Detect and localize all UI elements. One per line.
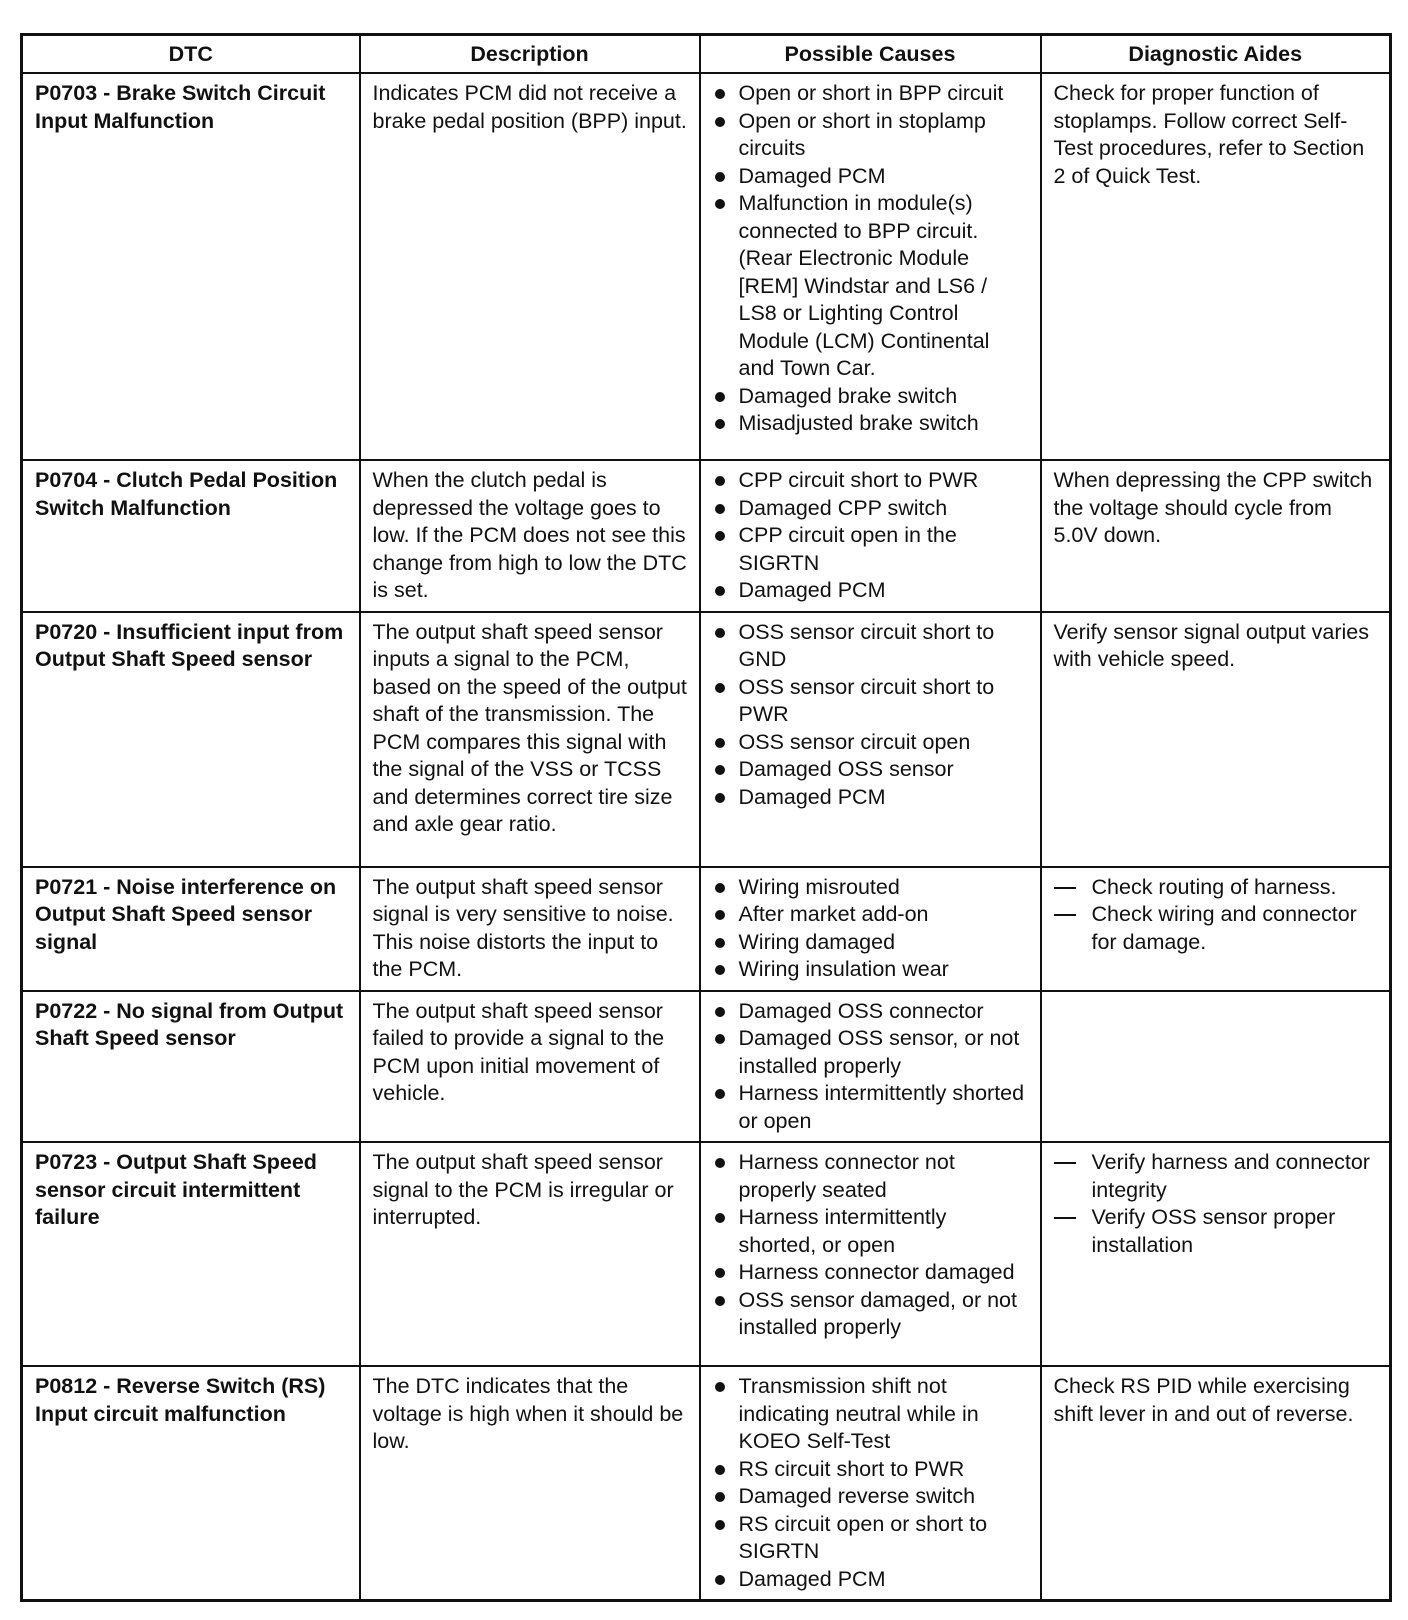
diagnostic-aides-cell: Check for proper function of stoplamps. Follow correct Self-Test procedures, refer to Section 2 of Quick Test. <box>1041 73 1391 460</box>
cause-item: Damaged PCM <box>713 163 1030 191</box>
header-dtc: DTC <box>22 35 360 74</box>
cause-item: RS circuit open or short to SIGRTN <box>713 1511 1030 1566</box>
cause-item: Wiring damaged <box>713 929 1030 957</box>
causes-cell <box>700 612 1041 867</box>
cause-item: Misadjusted brake switch <box>713 410 1030 438</box>
description-cell: When the clutch pedal is depressed the voltage goes to low. If the PCM does not see this change from high to low the DTC is set. <box>360 460 700 612</box>
diagnostic-aides-cell <box>1041 1142 1391 1366</box>
causes-list <box>713 619 1030 812</box>
description-cell: The output shaft speed sensor inputs a signal to the PCM, based on the speed of the output shaft of the transmission. The PCM compares this signal with the signal of the VSS or TCSS and determines correct tire size and axle gear ratio. <box>360 612 700 867</box>
cause-item: Transmission shift not indicating neutral while in KOEO Self-Test <box>713 1373 1030 1456</box>
description-cell: The output shaft speed sensor signal to the PCM is irregular or interrupted. <box>360 1142 700 1366</box>
dtc-code-cell: P0812 - Reverse Switch (RS) Input circuit malfunction <box>22 1366 360 1601</box>
description-cell: The output shaft speed sensor signal is very sensitive to noise. This noise distorts the input to the PCM. <box>360 867 700 991</box>
cause-item: Harness connector not properly seated <box>713 1149 1030 1204</box>
table-row <box>22 1142 1391 1366</box>
causes-cell <box>700 991 1041 1143</box>
cause-item: Damaged brake switch <box>713 383 1030 411</box>
dtc-code-cell: P0720 - Insufficient input from Output Shaft Speed sensor <box>22 612 360 867</box>
description-cell: Indicates PCM did not receive a brake pedal position (BPP) input. <box>360 73 700 460</box>
dtc-code-cell: P0723 - Output Shaft Speed sensor circuit intermittent failure <box>22 1142 360 1366</box>
causes-cell <box>700 460 1041 612</box>
causes-list <box>713 874 1030 984</box>
dtc-code-cell: P0721 - Noise interference on Output Shaft Speed sensor signal <box>22 867 360 991</box>
cause-item: OSS sensor damaged, or not installed properly <box>713 1287 1030 1342</box>
cause-item: Damaged OSS sensor, or not installed properly <box>713 1025 1030 1080</box>
table-row <box>22 1366 1391 1601</box>
table-row <box>22 73 1391 460</box>
aide-item: Verify OSS sensor proper installation <box>1054 1204 1380 1259</box>
cause-item: After market add-on <box>713 901 1030 929</box>
dtc-code-cell: P0722 - No signal from Output Shaft Speed sensor <box>22 991 360 1143</box>
cause-item: Damaged PCM <box>713 784 1030 812</box>
header-possible-causes: Possible Causes <box>700 35 1041 74</box>
cause-item: CPP circuit open in the SIGRTN <box>713 522 1030 577</box>
cause-item: Malfunction in module(s) connected to BPP circuit. (Rear Electronic Module [REM] Windstar and LS6 / LS8 or Lighting Control Module (LCM) Continental and Town Car. <box>713 190 1030 383</box>
aides-list <box>1054 874 1380 957</box>
causes-list <box>713 1373 1030 1593</box>
causes-list <box>713 467 1030 605</box>
cause-item: Harness connector damaged <box>713 1259 1030 1287</box>
causes-cell <box>700 1142 1041 1366</box>
causes-cell <box>700 867 1041 991</box>
causes-list <box>713 1149 1030 1342</box>
diagnostic-aides-cell: Verify sensor signal output varies with vehicle speed. <box>1041 612 1391 867</box>
cause-item: Damaged PCM <box>713 577 1030 605</box>
cause-item: Damaged CPP switch <box>713 495 1030 523</box>
causes-list <box>713 998 1030 1136</box>
table-row <box>22 460 1391 612</box>
cause-item: Wiring misrouted <box>713 874 1030 902</box>
header-diagnostic-aides: Diagnostic Aides <box>1041 35 1391 74</box>
diagnostic-aides-cell: When depressing the CPP switch the voltage should cycle from 5.0V down. <box>1041 460 1391 612</box>
dtc-code-cell: P0704 - Clutch Pedal Position Switch Malfunction <box>22 460 360 612</box>
header-row <box>22 35 1391 74</box>
diagnostic-aides-cell <box>1041 991 1391 1143</box>
aide-item: Check routing of harness. <box>1054 874 1380 902</box>
cause-item: Open or short in stoplamp circuits <box>713 108 1030 163</box>
cause-item: Open or short in BPP circuit <box>713 80 1030 108</box>
diagnostic-aides-cell <box>1041 867 1391 991</box>
diagnostic-aides-cell: Check RS PID while exercising shift lever in and out of reverse. <box>1041 1366 1391 1601</box>
cause-item: Wiring insulation wear <box>713 956 1030 984</box>
causes-cell <box>700 73 1041 460</box>
causes-cell <box>700 1366 1041 1601</box>
aide-item: Verify harness and connector integrity <box>1054 1149 1380 1204</box>
cause-item: Damaged OSS sensor <box>713 756 1030 784</box>
cause-item: Harness intermittently shorted or open <box>713 1080 1030 1135</box>
cause-item: OSS sensor circuit open <box>713 729 1030 757</box>
dtc-code-cell: P0703 - Brake Switch Circuit Input Malfunction <box>22 73 360 460</box>
dtc-table <box>20 33 1392 1602</box>
description-cell: The DTC indicates that the voltage is high when it should be low. <box>360 1366 700 1601</box>
cause-item: Damaged reverse switch <box>713 1483 1030 1511</box>
cause-item: RS circuit short to PWR <box>713 1456 1030 1484</box>
cause-item: Harness intermittently shorted, or open <box>713 1204 1030 1259</box>
table-row <box>22 612 1391 867</box>
table-row <box>22 867 1391 991</box>
cause-item: Damaged PCM <box>713 1566 1030 1594</box>
description-cell: The output shaft speed sensor failed to provide a signal to the PCM upon initial movement of vehicle. <box>360 991 700 1143</box>
causes-list <box>713 80 1030 438</box>
aides-list <box>1054 1149 1380 1259</box>
cause-item: OSS sensor circuit short to GND <box>713 619 1030 674</box>
cause-item: CPP circuit short to PWR <box>713 467 1030 495</box>
cause-item: Damaged OSS connector <box>713 998 1030 1026</box>
header-description: Description <box>360 35 700 74</box>
cause-item: OSS sensor circuit short to PWR <box>713 674 1030 729</box>
table-row <box>22 991 1391 1143</box>
aide-item: Check wiring and connector for damage. <box>1054 901 1380 956</box>
